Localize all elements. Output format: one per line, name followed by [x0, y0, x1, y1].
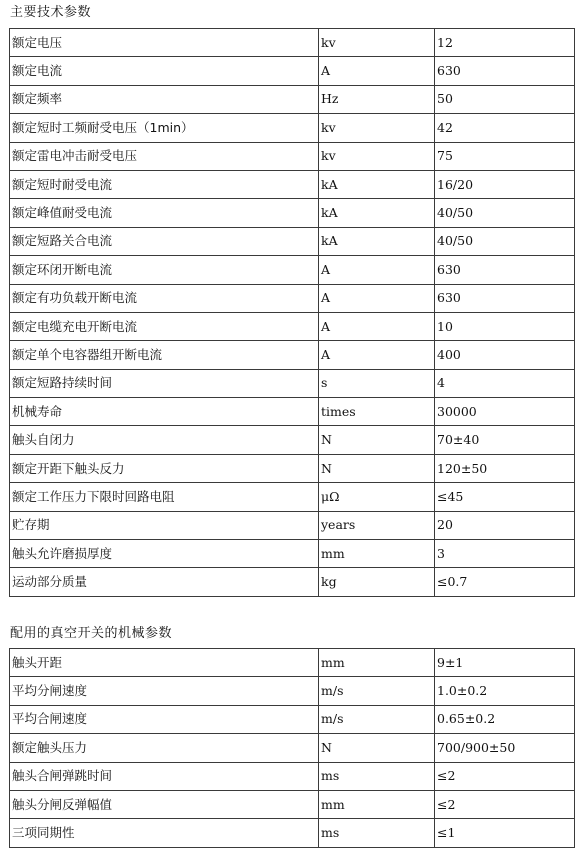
unit-cell: kg: [319, 568, 435, 596]
parameter-name-cell: 额定工作压力下限时回路电阻: [10, 483, 319, 511]
unit-cell: A: [319, 284, 435, 312]
value-cell: 0.65±0.2: [435, 705, 575, 733]
unit-cell: times: [319, 398, 435, 426]
unit-cell: kv: [319, 29, 435, 57]
value-cell: ≤2: [435, 762, 575, 790]
table-row: [10, 454, 575, 482]
unit-cell: N: [319, 426, 435, 454]
value-cell: 42: [435, 114, 575, 142]
section-title-mechanical-parameters: 配用的真空开关的机械参数: [10, 626, 173, 641]
parameter-name-cell: 触头分闸反弹幅值: [10, 790, 319, 818]
value-cell: 9±1: [435, 649, 575, 677]
section-title-main-parameters: 主要技术参数: [10, 5, 92, 20]
parameter-name-cell: 额定电缆充电开断电流: [10, 312, 319, 340]
parameter-name-cell: 额定电压: [10, 29, 319, 57]
table-row: [10, 284, 575, 312]
parameter-name-cell: 额定频率: [10, 85, 319, 113]
table-row: [10, 170, 575, 198]
table-row: [10, 819, 575, 847]
table-row: [10, 568, 575, 596]
table-row: [10, 85, 575, 113]
unit-cell: kA: [319, 170, 435, 198]
parameter-name-cell: 额定短时耐受电流: [10, 170, 319, 198]
parameter-name-cell: 额定单个电容器组开断电流: [10, 341, 319, 369]
table-row: [10, 312, 575, 340]
value-cell: ≤0.7: [435, 568, 575, 596]
mechanical-parameters-table-body: [10, 649, 575, 848]
unit-cell: m/s: [319, 705, 435, 733]
parameter-name-cell: 平均分闸速度: [10, 677, 319, 705]
parameter-name-cell: 额定触头压力: [10, 734, 319, 762]
value-cell: 30000: [435, 398, 575, 426]
table-row: [10, 790, 575, 818]
unit-cell: m/s: [319, 677, 435, 705]
main-parameters-table-body: [10, 29, 575, 597]
table-row: [10, 540, 575, 568]
unit-cell: s: [319, 369, 435, 397]
table-row: [10, 677, 575, 705]
parameter-name-cell: 额定峰值耐受电流: [10, 199, 319, 227]
parameter-name-cell: 机械寿命: [10, 398, 319, 426]
parameter-name-cell: 额定雷电冲击耐受电压: [10, 142, 319, 170]
unit-cell: ms: [319, 819, 435, 847]
parameter-name-cell: 触头开距: [10, 649, 319, 677]
table-row: [10, 705, 575, 733]
parameter-name-cell: 额定短时工频耐受电压（1min）: [10, 114, 319, 142]
unit-cell: N: [319, 454, 435, 482]
table-row: [10, 511, 575, 539]
parameter-name-cell: 额定开距下触头反力: [10, 454, 319, 482]
value-cell: ≤2: [435, 790, 575, 818]
value-cell: 630: [435, 256, 575, 284]
table-row: [10, 341, 575, 369]
value-cell: 630: [435, 57, 575, 85]
table-row: [10, 649, 575, 677]
unit-cell: kv: [319, 142, 435, 170]
parameter-name-cell: 额定短路关合电流: [10, 227, 319, 255]
table-row: [10, 199, 575, 227]
unit-cell: ms: [319, 762, 435, 790]
table-row: [10, 29, 575, 57]
table-row: [10, 762, 575, 790]
value-cell: 16/20: [435, 170, 575, 198]
mechanical-parameters-table: [9, 648, 575, 848]
value-cell: 75: [435, 142, 575, 170]
unit-cell: kA: [319, 199, 435, 227]
table-row: [10, 142, 575, 170]
parameter-name-cell: 额定短路持续时间: [10, 369, 319, 397]
parameter-name-cell: 贮存期: [10, 511, 319, 539]
value-cell: 40/50: [435, 199, 575, 227]
table-row: [10, 398, 575, 426]
table-row: [10, 256, 575, 284]
unit-cell: μΩ: [319, 483, 435, 511]
parameter-name-cell: 三项同期性: [10, 819, 319, 847]
value-cell: ≤45: [435, 483, 575, 511]
parameter-name-cell: 额定电流: [10, 57, 319, 85]
table-row: [10, 734, 575, 762]
value-cell: 10: [435, 312, 575, 340]
table-row: [10, 426, 575, 454]
unit-cell: years: [319, 511, 435, 539]
parameter-name-cell: 平均合闸速度: [10, 705, 319, 733]
unit-cell: A: [319, 341, 435, 369]
value-cell: 400: [435, 341, 575, 369]
unit-cell: mm: [319, 540, 435, 568]
value-cell: ≤1: [435, 819, 575, 847]
table-row: [10, 114, 575, 142]
table-row: [10, 369, 575, 397]
value-cell: 1.0±0.2: [435, 677, 575, 705]
unit-cell: A: [319, 57, 435, 85]
value-cell: 3: [435, 540, 575, 568]
value-cell: 12: [435, 29, 575, 57]
unit-cell: A: [319, 256, 435, 284]
parameter-name-cell: 额定有功负载开断电流: [10, 284, 319, 312]
value-cell: 50: [435, 85, 575, 113]
table-row: [10, 227, 575, 255]
value-cell: 630: [435, 284, 575, 312]
parameter-name-cell: 触头合闸弹跳时间: [10, 762, 319, 790]
unit-cell: A: [319, 312, 435, 340]
parameter-name-cell: 触头自闭力: [10, 426, 319, 454]
value-cell: 40/50: [435, 227, 575, 255]
main-parameters-table: [9, 28, 575, 597]
unit-cell: Hz: [319, 85, 435, 113]
value-cell: 700/900±50: [435, 734, 575, 762]
value-cell: 4: [435, 369, 575, 397]
value-cell: 70±40: [435, 426, 575, 454]
unit-cell: mm: [319, 790, 435, 818]
parameter-name-cell: 额定环闭开断电流: [10, 256, 319, 284]
table-row: [10, 483, 575, 511]
value-cell: 120±50: [435, 454, 575, 482]
unit-cell: kv: [319, 114, 435, 142]
parameter-name-cell: 运动部分质量: [10, 568, 319, 596]
unit-cell: N: [319, 734, 435, 762]
unit-cell: mm: [319, 649, 435, 677]
value-cell: 20: [435, 511, 575, 539]
unit-cell: kA: [319, 227, 435, 255]
parameter-name-cell: 触头允许磨损厚度: [10, 540, 319, 568]
table-row: [10, 57, 575, 85]
